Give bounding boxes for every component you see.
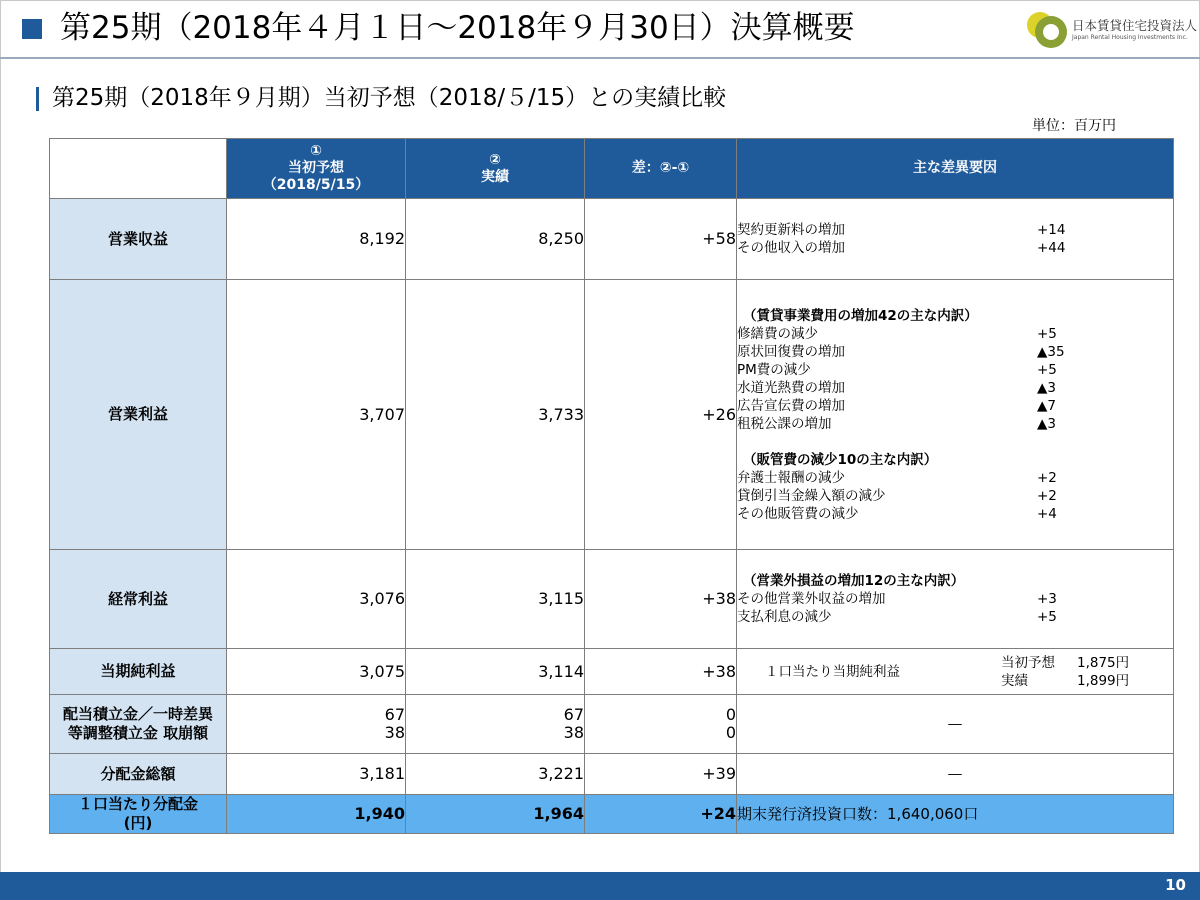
title-marker: [22, 19, 42, 39]
row-label: [50, 695, 227, 754]
page-number: 10: [1165, 876, 1186, 894]
factor-item: [737, 239, 1097, 257]
forecast-value: 3,076: [227, 550, 406, 649]
factor-item: [737, 505, 1097, 523]
header-actual: [406, 139, 585, 199]
eps-forecast-value: 1,875円: [1077, 654, 1130, 671]
factor-value: ▲7: [1037, 397, 1056, 414]
row-ordinary-income: [50, 550, 1174, 649]
unit-label: 単位：百万円: [1032, 118, 1116, 134]
factor-text: 契約更新料の増加: [737, 222, 845, 238]
forecast-value-line: 67: [384, 705, 405, 724]
forecast-value: 1,940: [227, 795, 406, 834]
factor-item: [737, 487, 1097, 505]
row-label: 経常利益: [50, 550, 227, 649]
factor-item: [737, 415, 1097, 433]
factor-value: +2: [1037, 469, 1057, 486]
factor-value: +2: [1037, 487, 1057, 504]
row-label: 分配金総額: [50, 754, 227, 795]
actual-value: 3,733: [406, 280, 585, 550]
header-divider: [0, 57, 1200, 59]
header-actual-marker: ②: [489, 151, 501, 168]
forecast-value-line: 38: [384, 723, 405, 742]
factor-text: その他収入の増加: [737, 240, 845, 256]
factors-cell: ―: [737, 754, 1174, 795]
factors-cell: [737, 550, 1174, 649]
factor-group-title: （営業外損益の増加12の主な内訳）: [743, 573, 965, 589]
factor-text: 水道光熱費の増加: [737, 379, 845, 396]
factor-item: [737, 379, 1097, 397]
header-forecast-label: 当初予想: [288, 160, 344, 176]
factor-value: +3: [1037, 591, 1057, 607]
row-label-line: 等調整積立金 取崩額: [67, 724, 209, 742]
logo-company-name: 日本賃貸住宅投資法人: [1072, 18, 1198, 33]
row-total-distribution: [50, 754, 1174, 795]
eps-forecast-line: [1001, 654, 1153, 672]
factor-value: +5: [1037, 361, 1057, 378]
factor-text: 租税公課の増加: [737, 415, 832, 432]
factor-value: +5: [1037, 325, 1057, 342]
factor-value: ▲35: [1037, 343, 1065, 360]
row-label: 当期純利益: [50, 649, 227, 695]
actual-value: 3,115: [406, 550, 585, 649]
row-label: 営業収益: [50, 199, 227, 280]
footer-bar: [0, 872, 1200, 900]
actual-value: 3,114: [406, 649, 585, 695]
factor-text: 原状回復費の増加: [737, 343, 845, 360]
factor-text: その他販管費の減少: [737, 505, 859, 522]
actual-value-line: 67: [563, 705, 584, 724]
eps-actual-line: [1001, 672, 1153, 690]
difference-value: +26: [585, 280, 737, 550]
actual-value: 8,250: [406, 199, 585, 280]
difference-value: [585, 695, 737, 754]
factor-value: ▲3: [1037, 379, 1056, 396]
header-difference: 差：②-①: [585, 139, 737, 199]
forecast-value: 3,707: [227, 280, 406, 550]
forecast-value: 3,075: [227, 649, 406, 695]
factor-group-title: （賃貸事業費用の増加42の主な内訳）: [743, 307, 978, 324]
actual-value: 1,964: [406, 795, 585, 834]
factors-cell: ―: [737, 695, 1174, 754]
factor-text: 弁護士報酬の減少: [737, 469, 845, 486]
eps-actual-label: 実績: [1001, 672, 1028, 689]
row-operating-revenue: [50, 199, 1174, 280]
difference-value: +38: [585, 550, 737, 649]
row-label-line: (円): [123, 814, 153, 832]
row-label: [50, 795, 227, 834]
factor-text: 支払利息の減少: [737, 609, 832, 625]
header-forecast-marker: ①: [310, 143, 322, 159]
difference-value: +39: [585, 754, 737, 795]
company-logo: [1024, 8, 1198, 48]
difference-value: +38: [585, 649, 737, 695]
header-factors: 主な差異要因: [737, 139, 1174, 199]
factor-item: [737, 343, 1097, 361]
row-label-line: １口当たり分配金: [77, 795, 198, 813]
difference-value: +24: [585, 795, 737, 834]
factor-text: その他営業外収益の増加: [737, 591, 886, 607]
factor-item: [737, 590, 1097, 608]
row-net-income: [50, 649, 1174, 695]
factor-spacer: [737, 433, 1173, 451]
factor-item: [737, 469, 1097, 487]
factor-value: +44: [1037, 240, 1066, 256]
row-reserve-reversal: [50, 695, 1174, 754]
header-actual-label: 実績: [481, 168, 509, 185]
factors-cell: 期末発行済投資口数：1,640,060口: [737, 795, 1174, 834]
header-forecast-date: （2018/5/15）: [262, 177, 370, 193]
forecast-value: [227, 695, 406, 754]
factor-group-title: （販管費の減少10の主な内訳）: [743, 451, 938, 468]
header-forecast: [227, 139, 406, 199]
factor-value: +4: [1037, 505, 1057, 522]
factor-text: PM費の減少: [737, 361, 811, 378]
factor-item: [737, 361, 1097, 379]
subtitle-marker: [36, 87, 39, 111]
eps-actual-value: 1,899円: [1077, 672, 1130, 689]
factor-item: [737, 397, 1097, 415]
row-operating-income: [50, 280, 1174, 550]
difference-value-line: 0: [725, 723, 736, 742]
actual-value-line: 38: [563, 723, 584, 742]
factor-text: 貸倒引当金繰入額の減少: [737, 487, 886, 504]
factors-cell: [737, 649, 1174, 695]
forecast-value: 3,181: [227, 754, 406, 795]
factor-text: 広告宣伝費の増加: [737, 397, 845, 414]
difference-value: +58: [585, 199, 737, 280]
table-header-row: [50, 139, 1174, 199]
factor-item: [737, 325, 1097, 343]
eps-block: [737, 654, 1173, 690]
factor-value: +5: [1037, 609, 1057, 625]
page-title: 第25期（2018年４月１日～2018年９月30日）決算概要: [60, 10, 855, 46]
factor-value: ▲3: [1037, 415, 1056, 432]
row-label: 営業利益: [50, 280, 227, 550]
logo-circle-inner: [1043, 24, 1059, 40]
factor-value: +14: [1037, 222, 1066, 238]
difference-value-line: 0: [725, 705, 736, 724]
row-label-line: 配当積立金／一時差異: [62, 705, 213, 723]
forecast-value: 8,192: [227, 199, 406, 280]
results-comparison-table: [49, 138, 1174, 834]
eps-forecast-label: 当初予想: [1001, 654, 1055, 671]
factors-cell: [737, 199, 1174, 280]
row-distribution-per-unit: [50, 795, 1174, 834]
header-blank-cell: [50, 139, 227, 199]
factor-text: 修繕費の減少: [737, 325, 818, 342]
factor-item: [737, 221, 1097, 239]
eps-label: １口当たり当期純利益: [765, 663, 900, 680]
factor-item: [737, 608, 1097, 626]
actual-value: [406, 695, 585, 754]
actual-value: 3,221: [406, 754, 585, 795]
logo-company-name-en: Japan Rental Housing Investments Inc.: [1072, 34, 1188, 41]
factors-cell: [737, 280, 1174, 550]
eps-values: [1001, 654, 1153, 690]
section-subtitle: 第25期（2018年９月期）当初予想（2018/５/15）との実績比較: [52, 85, 727, 111]
